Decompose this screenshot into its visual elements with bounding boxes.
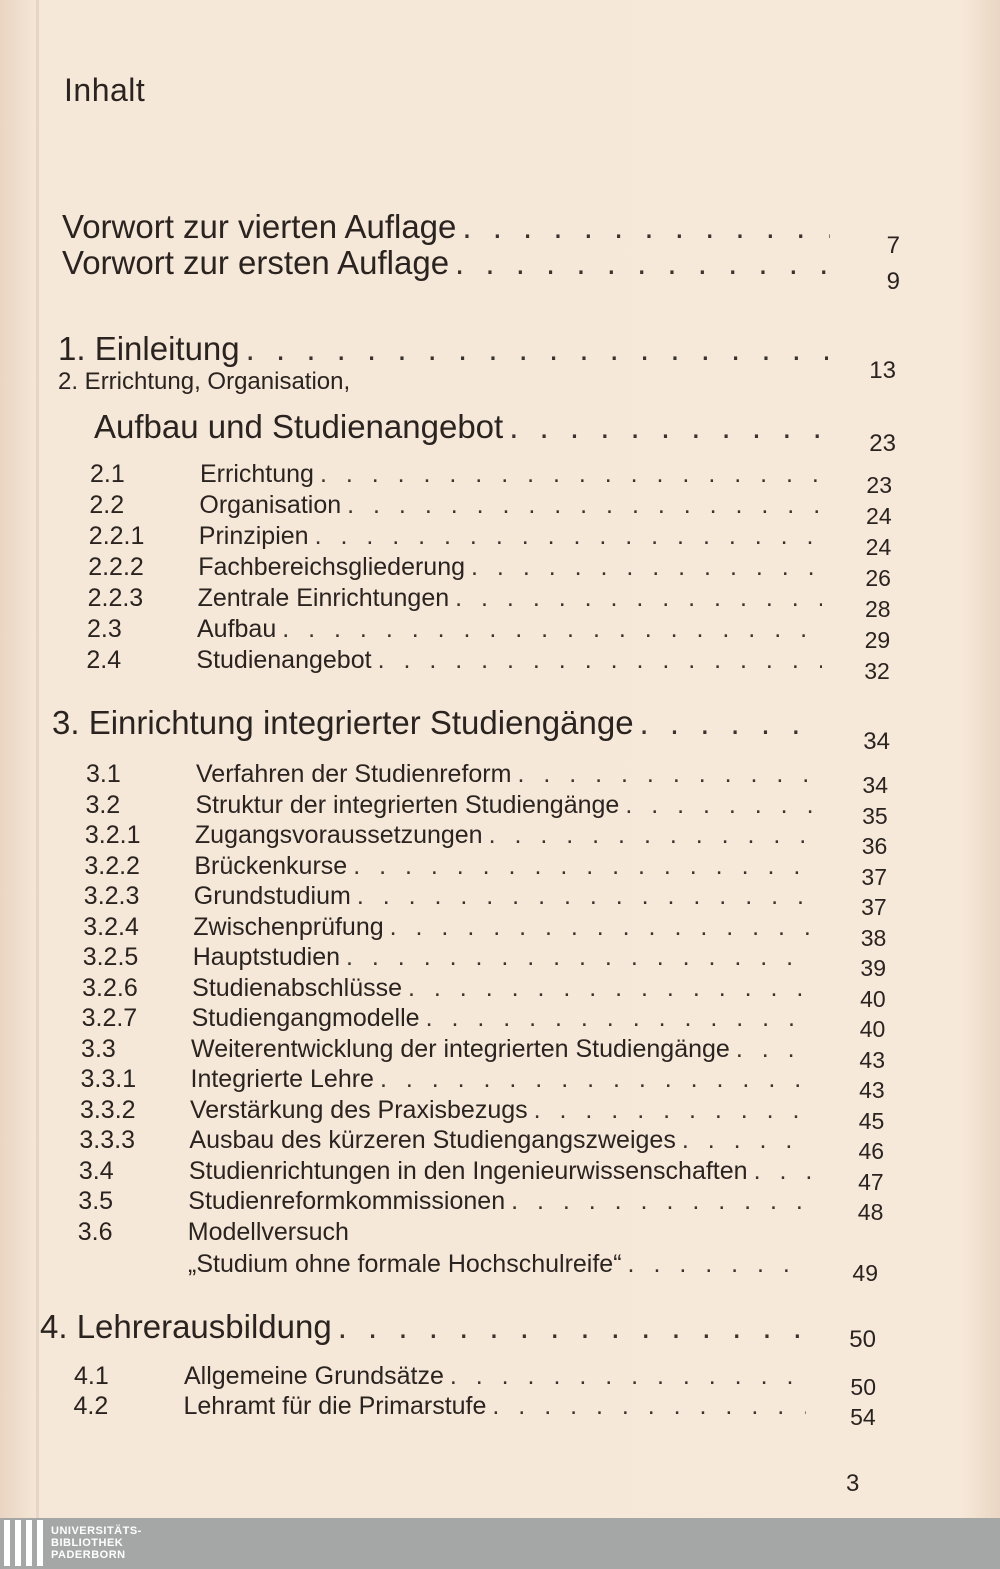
toc-label: Studienangebot (196, 646, 372, 674)
toc-page: 46 (858, 1138, 885, 1164)
toc-page: 24 (866, 503, 892, 529)
toc-page: 47 (858, 1168, 884, 1195)
toc-entry (81, 1035, 812, 1064)
leader-dots (353, 852, 812, 881)
toc-label: Studiengangmodelle (191, 1004, 420, 1032)
toc-preface-first (62, 244, 830, 282)
library-logo-icon (4, 1520, 43, 1566)
toc-number: 2.2.1 (88, 522, 145, 550)
toc-entry (74, 1362, 806, 1391)
toc-entry (89, 491, 822, 520)
leader-dots (320, 460, 822, 489)
toc-number: 3.3.3 (79, 1126, 135, 1154)
toc-entry (82, 974, 812, 1003)
toc-number: 2.3 (87, 615, 122, 643)
leader-dots (511, 1187, 812, 1216)
toc-label: Vorwort zur vierten Auflage (62, 208, 457, 245)
leader-dots (346, 943, 812, 972)
toc-entry (79, 1157, 812, 1186)
toc-label: Integrierte Lehre (190, 1065, 374, 1093)
toc-label: Modellversuch (187, 1217, 349, 1246)
toc-label: Zwischenprüfung (193, 912, 384, 941)
leader-dots (315, 522, 822, 551)
leader-dots (378, 646, 822, 675)
toc-label: Studienrichtungen in den Ingenieurwissenschaften (188, 1156, 748, 1185)
toc-number: 3.3 (81, 1034, 116, 1063)
leader-dots (754, 1157, 812, 1186)
toc-label: Hauptstudien (192, 943, 341, 971)
toc-3-6-continuation (188, 1250, 808, 1279)
leader-dots (455, 584, 822, 613)
toc-entry (80, 1096, 812, 1125)
toc-number: 3.2.3 (83, 882, 140, 910)
toc-page: 24 (865, 534, 892, 560)
toc-entry (84, 852, 812, 881)
toc-chapter-1 (58, 330, 828, 368)
toc-number: 2.4 (86, 646, 122, 674)
toc-number: 2.2.2 (88, 553, 144, 581)
toc-page: 34 (862, 772, 888, 798)
leader-dots (534, 1096, 812, 1125)
leader-dots (282, 615, 822, 644)
toc-page: 37 (861, 894, 887, 920)
library-logo (4, 1520, 142, 1566)
toc-page: 23 (866, 472, 892, 498)
leader-dots (450, 1362, 806, 1391)
leader-dots (357, 882, 812, 911)
toc-number: 4.1 (74, 1362, 109, 1390)
toc-page: 32 (864, 658, 890, 684)
toc-entry (89, 522, 822, 551)
leader-dots (471, 553, 822, 582)
toc-page: 29 (864, 627, 891, 653)
toc-page: 28 (864, 596, 891, 622)
toc-entry (83, 913, 812, 942)
toc-number: 3.2.2 (84, 851, 140, 880)
leader-dots (628, 1250, 808, 1279)
toc-label: Verfahren der Studienreform (196, 760, 512, 788)
toc-number: 2.2.3 (87, 584, 144, 612)
leader-dots (682, 1126, 812, 1155)
leader-dots (462, 208, 830, 246)
toc-number: 3.2.6 (82, 973, 138, 1002)
toc-label: Verstärkung des Praxisbezugs (189, 1095, 528, 1124)
page-number: 3 (846, 1470, 860, 1497)
toc-number: 4.2 (73, 1392, 109, 1420)
toc-number: 3.1 (86, 760, 121, 788)
toc-page: 43 (859, 1046, 886, 1073)
toc-number: 3.2.5 (82, 943, 139, 971)
toc-page: 7 (886, 232, 900, 259)
toc-label: Lehramt für die Primarstufe (183, 1392, 487, 1420)
toc-entry (78, 1187, 812, 1216)
toc-label: 1. Einleitung (58, 330, 240, 367)
toc-page: 40 (859, 1016, 886, 1042)
toc-page: 50 (849, 1326, 876, 1353)
logo-line: PADERBORN (51, 1549, 126, 1561)
toc-entry (79, 1126, 812, 1155)
toc-number: 3.2 (85, 790, 121, 819)
leader-dots (517, 760, 812, 789)
toc-label: Brückenkurse (194, 851, 348, 880)
leader-dots (426, 1004, 812, 1033)
toc-page: 54 (850, 1404, 876, 1430)
toc-entry (86, 646, 822, 675)
page-fold-shadow (36, 0, 39, 1518)
leader-dots (390, 913, 812, 942)
toc-label: Zugangsvoraussetzungen (194, 821, 483, 849)
toc-number: 3.5 (78, 1187, 114, 1215)
toc-page: 50 (850, 1374, 876, 1400)
toc-number: 3.2.7 (81, 1004, 138, 1032)
toc-entry (90, 460, 822, 489)
toc-label: Vorwort zur ersten Auflage (62, 244, 450, 281)
leader-dots (492, 1392, 806, 1421)
leader-dots (338, 1308, 810, 1346)
toc-label: Prinzipien (198, 522, 309, 550)
toc-entry (86, 760, 812, 789)
toc-label: Struktur der integrierten Studiengänge (195, 790, 620, 819)
toc-chapter-2-line1: 2. Errichtung, Organisation, (58, 368, 351, 395)
toc-entry (88, 553, 822, 582)
toc-page: 40 (860, 985, 886, 1012)
toc-label: 3. Einrichtung integrierter Studiengänge (52, 704, 634, 741)
toc-number: 2.1 (90, 460, 125, 488)
toc-number: 3.3.2 (79, 1095, 136, 1124)
toc-chapter-3 (52, 704, 824, 742)
leader-dots (640, 704, 824, 742)
leader-dots (246, 330, 828, 368)
toc-entry (84, 882, 812, 911)
toc-page: 38 (860, 924, 887, 951)
toc-page: 45 (858, 1107, 885, 1134)
toc-chapter-2 (94, 408, 824, 446)
toc-page: 34 (863, 728, 890, 755)
toc-page: 36 (861, 833, 888, 859)
toc-label: 4. Lehrerausbildung (40, 1308, 332, 1345)
toc-label: Organisation (199, 491, 342, 519)
toc-label: Grundstudium (193, 882, 351, 910)
toc-label: Ausbau des kürzeren Studiengangszweiges (189, 1126, 676, 1154)
leader-dots (736, 1035, 812, 1064)
leader-dots (380, 1065, 812, 1094)
toc-page: 39 (860, 955, 887, 981)
toc-label: Zentrale Einrichtungen (197, 584, 450, 612)
toc-entry (81, 1065, 813, 1094)
toc-label: Weiterentwicklung der integrierten Studiengänge (191, 1034, 730, 1063)
library-footer-bar (0, 1518, 1000, 1569)
toc-page: 43 (859, 1077, 885, 1103)
toc-page: 37 (861, 863, 887, 890)
toc-number: 3.2.4 (83, 912, 139, 941)
toc-page: 26 (865, 565, 891, 591)
leader-dots (509, 408, 824, 446)
toc-number: 3.2.1 (84, 821, 141, 849)
toc-page: 13 (869, 357, 896, 384)
logo-line: BIBLIOTHEK (51, 1537, 124, 1549)
toc-label: Studienabschlüsse (192, 973, 403, 1002)
toc-label: Aufbau (197, 615, 277, 643)
toc-page: 48 (857, 1199, 884, 1225)
toc-entry (88, 584, 822, 613)
toc-label: Fachbereichsgliederung (198, 553, 466, 581)
page-title: Inhalt (64, 72, 146, 108)
toc-page: 9 (886, 268, 900, 295)
toc-page: 49 (852, 1260, 878, 1286)
toc-label: Studienreformkommissionen (188, 1187, 506, 1215)
toc-entry (82, 1004, 812, 1033)
toc-entry (87, 615, 822, 644)
toc-page: 35 (862, 802, 888, 829)
leader-dots (489, 821, 812, 850)
toc-number: 2.2 (89, 491, 125, 519)
toc-entry (85, 821, 812, 850)
toc-entry (83, 943, 812, 972)
toc-label: Aufbau und Studienangebot (94, 408, 504, 445)
toc-number: 3.3.1 (80, 1065, 137, 1093)
toc-chapter-4 (40, 1308, 810, 1346)
leader-dots (455, 244, 830, 282)
toc-number: 3.4 (78, 1156, 114, 1185)
toc-label: Allgemeine Grundsätze (184, 1362, 444, 1390)
toc-label: Errichtung (200, 460, 314, 488)
toc-number: 3.6 (77, 1217, 113, 1246)
toc-preface-fourth (62, 208, 830, 246)
toc-label: „Studium ohne formale Hochschulreife“ (188, 1250, 622, 1278)
leader-dots (408, 974, 812, 1003)
toc-entry (78, 1218, 812, 1247)
logo-line: UNIVERSITÄTS- (51, 1525, 142, 1537)
leader-dots (625, 791, 812, 820)
toc-entry (85, 791, 812, 820)
leader-dots (347, 491, 822, 520)
toc-entry (74, 1392, 807, 1421)
toc-page: 23 (869, 430, 896, 457)
